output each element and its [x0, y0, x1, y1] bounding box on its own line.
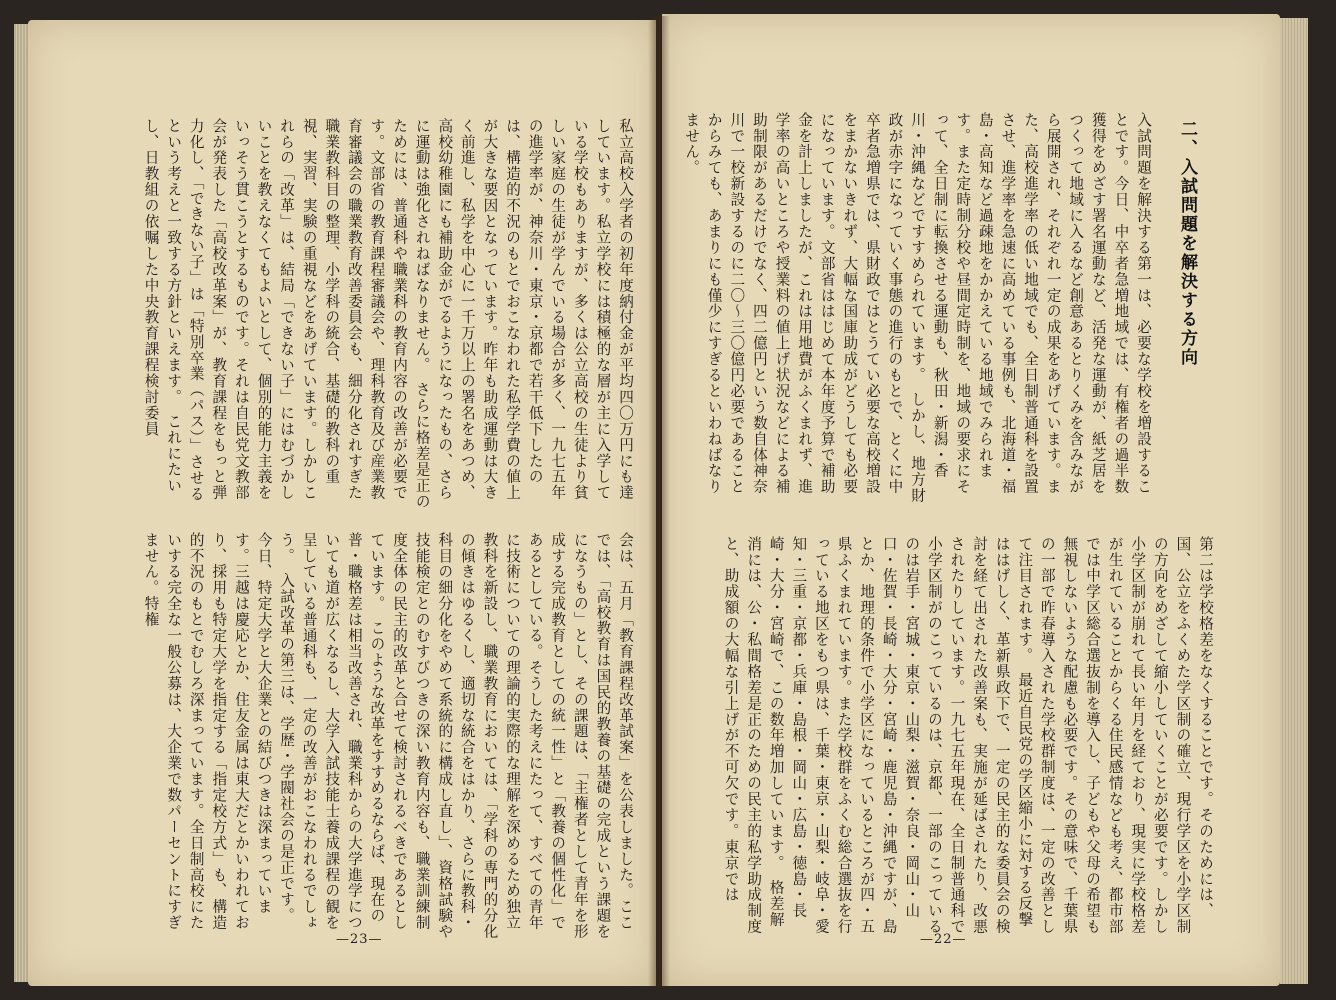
left-page-number: —23— — [336, 932, 383, 947]
right-page-top-text: 入試問題を解決する第一は、必要な学校を増設することです。今日、中卒者急増地域では、有権者の過半数獲得をめざす署名運動など、活発な運動が、紙芝居をつくって地域に入るなど創意あるとりくみを含みながら展開され、それぞれ一定の成果をあげています。また、高校進学率の低い地域でも、全日制普通科を設置させ、進学率を急速に高めている事例も、北海道・福島・高知など過疎地をかかえている地域でみられます。また定時制分校や昼間定時制を、地域の要求にそって、全日制に転換させる運動も、秋田・新潟・香川・沖縄などですすめられています。 しかし、地方財政が赤字になっていく事態の進行のもとで、とくに中卒者急増県では、県財政ではとうてい必要な高校増設をまかないきれず、大幅な国庫助成がどうしても必要になっています。文部省ははじめて本年度予算で補助金を計上しましたが、これは用地費がふくまれず、進学率の高いところや授業料の値上げ状況などによる補助制限があるだけでなく、四二億円という数自体神奈川で一校新設するのに二〇～三〇億円必要であることからみても、あまりにも僅少にすぎるといわねばなりません。 — [683, 112, 1152, 504]
left-page-top-text: 私立高校入学者の初年度納付金が平均四〇万円にも達しています。私立学校には積極的な層が主に入学している学校もありますが、多くは公立高校の生徒より貧しい家庭の生徒が学んでいる場合が多く、一九七五年の進学率が、神奈川・東京・京都で若干低下したのは、構造的不況のもとでおこなわれた私学学費の値上が大きな要因となっています。昨年も助成運動は大きく前進し、私学を中心に一千万以上の署名をあつめ、高校幼稚園にも補助金がでるようになったもの、さらに運動は強化されねばなりません。 さらに格差是正のためには、普通科や職業科の教育内容の改善が必要です。文部省の教育課程審議会や、理科教育及び産業教育審議会の職業教育改善委員会も、細分化されすぎた職業教科目の整理、小学科の統合、基礎的教科の重視、実習、実験の重視などをあげています。しかしこれらの「改革」は、結局「できない子」にはむづかしいことを教えなくてもよいとして、個別的能力主義をいっそう貫こうとするものです。それは自民党文教部会が発表した「高校改革案」が、教育課程をもっと弾力化し、「できない子」は「特別卒業（パス）」させるという考えと一致する方針といえます。 これにたいし、日教組の依嘱した中央教育課程検討委員 — [142, 118, 634, 510]
book-edge-left — [14, 24, 28, 982]
section-heading: 二、入試問題を解決する方向 — [1177, 120, 1197, 367]
book-gutter — [648, 16, 670, 988]
right-page-number: —22— — [920, 932, 967, 947]
book-edge-right — [1280, 18, 1308, 984]
left-page-bottom-text: 会は、五月「教育課程改革試案」を公表しました。ここでは、「高校教育は国民的教養の基礎の完成という課題をになうもの」とし、その課題は、「主権者として青年を形成する完成教育としての統一性」と「教養の個性化」であるとしている。そうした考えにたって、すべての青年に技術についての理論的実際的な理解を深めるため独立教科を新設し、職業教育においては、「学科の専門的分化の傾きはゆるくし、適切な統合をはかり、さらに教科・科目の細分化をやめて系統的に構成し直し」、資格試験や技能検定とのむすびつきの深い教育内容も、職業訓練制度全体の民主的改革と合せて検討されるべきであるとしています。 このような改革をすすめるならば、現在の普・職格差は相当改善され、職業科からの大学進学についても道が広くなるし、大学入試技能士養成課程の観を呈している普通科も、一定の改善がおこなわれるでしょう。 入試改革の第三は、学歴・学閥社会の是正です。 今日、特定大学と大企業との結びつきは深まっています。三越は慶応とか、住友金属は東大だとかいわれており、採用も特定大学を指定する「指定校方式」も、構造的不況のもとでむしろ深まっています。全日制高校にたいする完全な一般公募は、大企業で数パーセントにすぎません。特権 — [142, 532, 634, 940]
right-page — [662, 14, 1280, 986]
left-page — [28, 20, 656, 986]
right-page-bottom-text: 第二は学校格差をなくすることです。そのためには、国、公立をふくめた学区制の確立、現行学区を小学区制の方向をめざして縮小していくことが必要です。しかし小学区制が崩れて長い年月を経ており、現実に学校格差が生れていることからくる住民感情なども考え、都市部では中学区総合選抜制を導入し、子どもや父母の希望も無視しないような配慮も必要です。その意味で、千葉県の一部で昨春導入された学校群制度は、一定の改善として注目されます。 最近自民党の学区縮小に対する反撃ははげしく、革新県政下で、一定の民主的な委員会の検討を経て出された改善案も、実施が延ばされたり、改悪されたりしています。一九七五年現在、全日制普通科で小学区制がのこっているのは、京都、一部のこっているのは岩手・宮城・東京・山梨・滋賀・奈良・岡山・山口・佐賀・長崎・大分・宮崎・鹿児島・沖縄ですが、島とか、地理的条件で小学区になっているところが四・五県ふくまれています。また学校群をふくむ総合選抜を行っている地区をもつ県は、千葉・東京・山梨・岐阜・愛知・三重・京都・兵庫・島根・岡山・広島・徳島・長崎・大分・宮崎で、この数年増加しています。 格差解消には、公・私間格差是正のための民主的私学助成制度と、助成額の大幅な引上げが不可欠です。東京では — [722, 536, 1214, 935]
